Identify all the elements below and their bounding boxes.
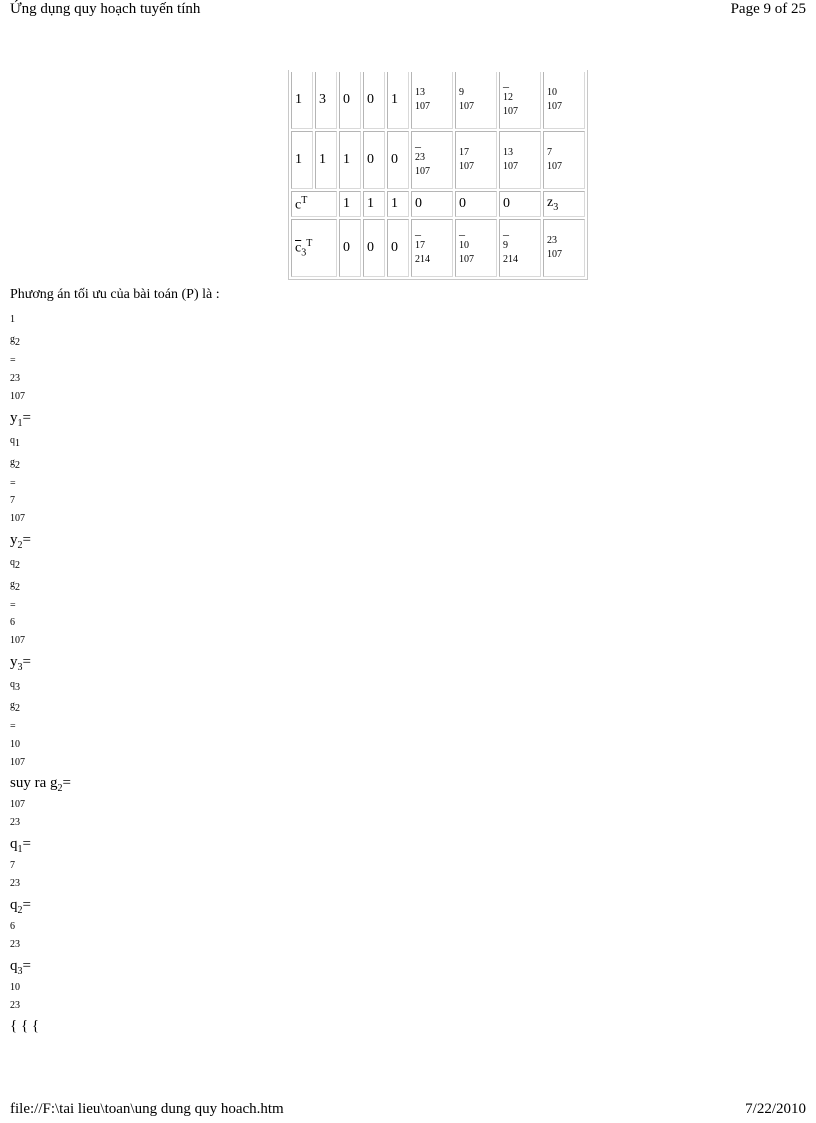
objective-label bbox=[543, 191, 585, 217]
fraction-cell bbox=[411, 72, 453, 129]
fraction-cell bbox=[411, 219, 453, 277]
denominator: 107 bbox=[503, 161, 518, 172]
table-row bbox=[291, 72, 585, 129]
table-cell: 0 bbox=[363, 131, 385, 189]
line-y1: $y_1=$ bbox=[10, 410, 31, 429]
numerator: 17 bbox=[459, 147, 469, 158]
line-q3-eq: $q_3=$ bbox=[10, 958, 31, 977]
table-cell: 0 bbox=[363, 219, 385, 277]
denominator: 107 bbox=[503, 105, 518, 117]
minus-bar: – bbox=[415, 138, 421, 153]
numerator: 23 bbox=[547, 235, 557, 246]
table-cell: 1 bbox=[339, 191, 361, 217]
fraction-cell bbox=[455, 72, 497, 129]
numerator: 7 bbox=[547, 147, 552, 158]
footer-date: 7/22/2010 bbox=[745, 1101, 806, 1117]
line-den: 23 bbox=[10, 817, 20, 828]
numerator: 9 bbox=[459, 87, 464, 98]
line-q1: $q_1$ bbox=[10, 435, 20, 449]
fraction-cell bbox=[499, 219, 541, 277]
line-den: 107 bbox=[10, 757, 25, 768]
numerator: 13 bbox=[415, 87, 425, 98]
table-row bbox=[291, 131, 585, 189]
line-num: 6 bbox=[10, 921, 15, 932]
line-num: 10 bbox=[10, 739, 20, 750]
cost-vector-label bbox=[291, 191, 337, 217]
numerator: 12 bbox=[503, 91, 513, 103]
minus-bar: – bbox=[503, 226, 509, 241]
table-cell: 0 bbox=[387, 219, 409, 277]
denominator: 107 bbox=[415, 165, 430, 177]
table-cell: 1 bbox=[387, 72, 409, 129]
numerator: 13 bbox=[503, 147, 513, 158]
table-cell: 1 bbox=[291, 131, 313, 189]
table-cell: 0 bbox=[339, 72, 361, 129]
line-q1-eq: $q_1=$ bbox=[10, 836, 31, 855]
table-cell: 0 bbox=[455, 191, 497, 217]
fraction-cell bbox=[543, 131, 585, 189]
line-num: 6 bbox=[10, 617, 15, 628]
denominator: 214 bbox=[415, 253, 430, 265]
z-sub: 3 bbox=[553, 201, 559, 213]
denominator: 107 bbox=[547, 101, 562, 112]
line-g2: $g_2$ bbox=[10, 579, 20, 593]
line-num: 7 bbox=[10, 860, 15, 871]
table-cell: 1 bbox=[315, 131, 337, 189]
denominator: 107 bbox=[547, 161, 562, 172]
fraction-cell bbox=[455, 131, 497, 189]
fraction-cell bbox=[543, 72, 585, 129]
denominator: 214 bbox=[503, 253, 518, 265]
table-cell: 1 bbox=[387, 191, 409, 217]
table-cell: 0 bbox=[387, 131, 409, 189]
line-g2: $g_2$ bbox=[10, 334, 20, 348]
line-g2: $g_2$ bbox=[10, 700, 20, 714]
table-cell: 3 bbox=[315, 72, 337, 129]
line-q2: $q_2$ bbox=[10, 557, 20, 571]
line-den: 107 bbox=[10, 635, 25, 646]
page-number: Page 9 of 25 bbox=[730, 1, 806, 17]
line-den: 23 bbox=[10, 939, 20, 950]
numerator: 10 bbox=[459, 239, 469, 251]
line-den: 23 bbox=[10, 1000, 20, 1011]
table-cell: 0 bbox=[499, 191, 541, 217]
reduced-cost-label bbox=[291, 219, 337, 277]
denominator: 107 bbox=[415, 101, 430, 112]
line-y2: $y_2=$ bbox=[10, 532, 31, 551]
numerator: 23 bbox=[415, 151, 425, 163]
intro-text: Phương án tối ưu của bài toán (P) là : bbox=[10, 287, 220, 302]
line-eq: = bbox=[10, 721, 16, 732]
simplex-tableau bbox=[288, 70, 588, 280]
table-cell: 0 bbox=[411, 191, 453, 217]
numerator: 10 bbox=[547, 87, 557, 98]
line-eq: = bbox=[10, 478, 16, 489]
footer-path: file://F:\tai lieu\toan\ung dung quy hoach.htm bbox=[10, 1101, 284, 1117]
transpose-sup: T bbox=[306, 237, 313, 249]
numerator: 17 bbox=[415, 239, 425, 251]
line-den: 23 bbox=[10, 878, 20, 889]
minus-bar: – bbox=[459, 226, 465, 241]
fraction-cell bbox=[455, 219, 497, 277]
c-symbol: c bbox=[295, 197, 302, 213]
line-eq: = bbox=[10, 600, 16, 611]
denominator: 107 bbox=[459, 161, 474, 172]
line-den: 107 bbox=[10, 391, 25, 402]
line-num: 23 bbox=[10, 373, 20, 384]
line-braces: { { { bbox=[10, 1018, 40, 1034]
line-1: 1 bbox=[10, 314, 15, 325]
table-row bbox=[291, 191, 585, 217]
fraction-cell bbox=[499, 131, 541, 189]
c-bar-symbol: $\overline{c}$ bbox=[295, 240, 302, 256]
line-q3: $q_3$ bbox=[10, 679, 20, 693]
fraction-cell bbox=[411, 131, 453, 189]
minus-bar: – bbox=[503, 78, 509, 93]
line-num: 10 bbox=[10, 982, 20, 993]
line-g2: $g_2$ bbox=[10, 457, 20, 471]
z-symbol: z bbox=[547, 195, 554, 211]
line-q2-eq: $q_2=$ bbox=[10, 897, 31, 916]
c-sub: 3 bbox=[301, 247, 307, 259]
minus-bar: – bbox=[415, 226, 421, 241]
line-y3: $y_3=$ bbox=[10, 654, 31, 673]
line-num: 7 bbox=[10, 495, 15, 506]
header-title: Ứng dụng quy hoạch tuyến tính bbox=[10, 1, 201, 17]
line-eq: = bbox=[10, 355, 16, 366]
fraction-cell bbox=[499, 72, 541, 129]
denominator: 107 bbox=[459, 101, 474, 112]
table-cell: 1 bbox=[339, 131, 361, 189]
table-row bbox=[291, 219, 585, 277]
transpose-sup: T bbox=[301, 194, 308, 206]
table-cell: 0 bbox=[339, 219, 361, 277]
table-cell: 1 bbox=[363, 191, 385, 217]
denominator: 107 bbox=[459, 253, 474, 265]
fraction-cell bbox=[543, 219, 585, 277]
table-cell: 1 bbox=[291, 72, 313, 129]
numerator: 9 bbox=[503, 239, 508, 251]
line-den: 107 bbox=[10, 513, 25, 524]
line-num: 107 bbox=[10, 799, 25, 810]
line-suy-ra: suy ra $g_2=$ bbox=[10, 775, 71, 794]
denominator: 107 bbox=[547, 249, 562, 260]
table-cell: 0 bbox=[363, 72, 385, 129]
